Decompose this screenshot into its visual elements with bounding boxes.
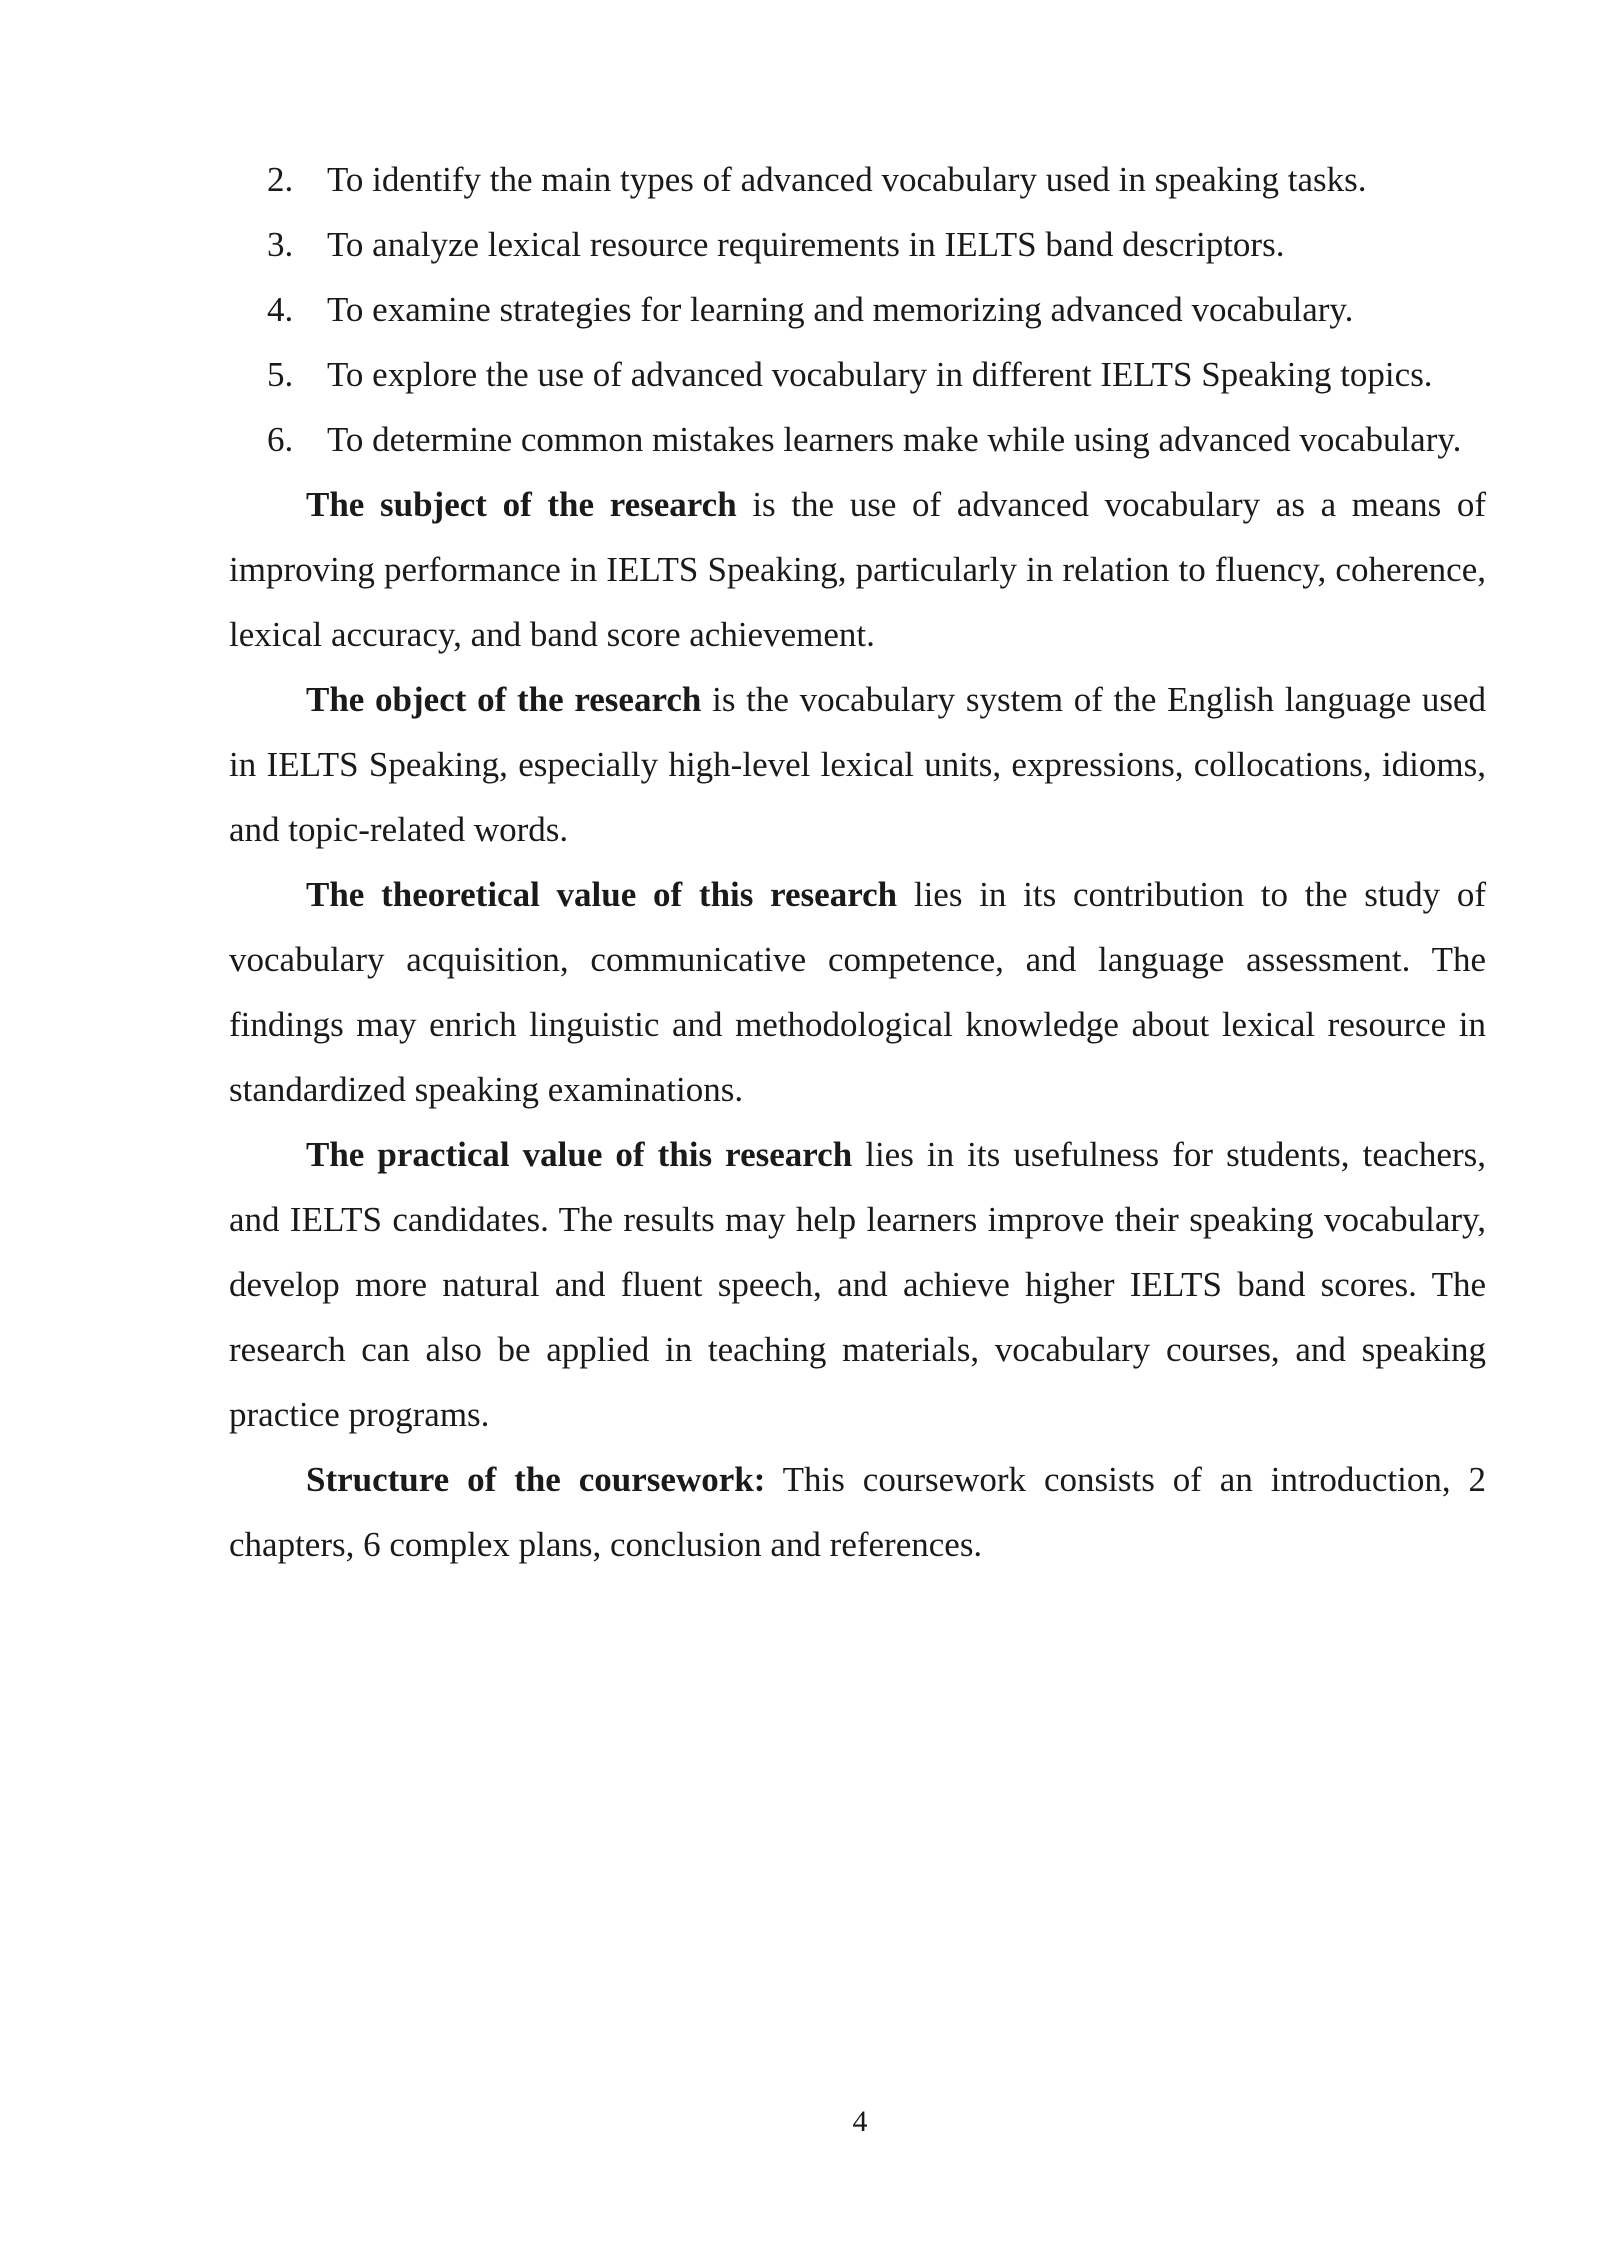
objective-text: To explore the use of advanced vocabulary in different IELTS Speaking topics. xyxy=(327,355,1433,394)
objective-item xyxy=(229,407,1486,472)
page-content xyxy=(229,147,1486,1577)
objective-number: 2. xyxy=(267,160,294,199)
practical-value-paragraph xyxy=(229,1122,1486,1447)
objective-item xyxy=(229,147,1486,212)
objective-item xyxy=(229,212,1486,277)
objective-number: 4. xyxy=(267,290,294,329)
objective-text: To identify the main types of advanced vocabulary used in speaking tasks. xyxy=(327,160,1367,199)
structure-paragraph xyxy=(229,1447,1486,1577)
theoretical-value-paragraph xyxy=(229,862,1486,1122)
subject-body: is the use of advanced vocabulary as a means of improving performance in IELTS Speaking, particularly in relation to fluency, coherence, lexical accuracy, and band score achievement. xyxy=(229,485,1486,654)
objective-number: 3. xyxy=(267,225,294,264)
structure-body: This coursework consists of an introduction, 2 chapters, 6 complex plans, conclusion and references. xyxy=(229,1460,1486,1564)
theoretical-value-body: lies in its contribution to the study of vocabulary acquisition, communicative competence, and language assessment. The findings may enrich linguistic and methodological knowledge about lexical resource in standardized speaking examinations. xyxy=(229,875,1487,1109)
practical-value-body: lies in its usefulness for students, teachers, and IELTS candidates. The results may help learners improve their speaking vocabulary, develop more natural and fluent speech, and achieve higher IELTS band scores. The research can also be applied in teaching materials, vocabulary courses, and speaking practice programs. xyxy=(229,1135,1486,1434)
page-number: 4 xyxy=(852,2105,868,2138)
object-heading: The object of the research xyxy=(306,680,702,719)
theoretical-value-heading: The theoretical value of this research xyxy=(306,875,898,914)
objective-item xyxy=(229,342,1486,407)
practical-value-heading: The practical value of this research xyxy=(306,1135,853,1174)
object-paragraph xyxy=(229,667,1486,862)
subject-heading: The subject of the research xyxy=(306,485,737,524)
objective-number: 6. xyxy=(267,420,294,459)
objective-text: To analyze lexical resource requirements in IELTS band descriptors. xyxy=(327,225,1285,264)
subject-paragraph xyxy=(229,472,1486,667)
objective-text: To examine strategies for learning and memorizing advanced vocabulary. xyxy=(327,290,1354,329)
object-body: is the vocabulary system of the English language used in IELTS Speaking, especially high-level lexical units, expressions, collocations, idioms, and topic-related words. xyxy=(229,680,1486,849)
objective-text: To determine common mistakes learners make while using advanced vocabulary. xyxy=(327,420,1462,459)
objective-number: 5. xyxy=(267,355,294,394)
structure-heading: Structure of the coursework: xyxy=(306,1460,766,1499)
objective-item xyxy=(229,277,1486,342)
